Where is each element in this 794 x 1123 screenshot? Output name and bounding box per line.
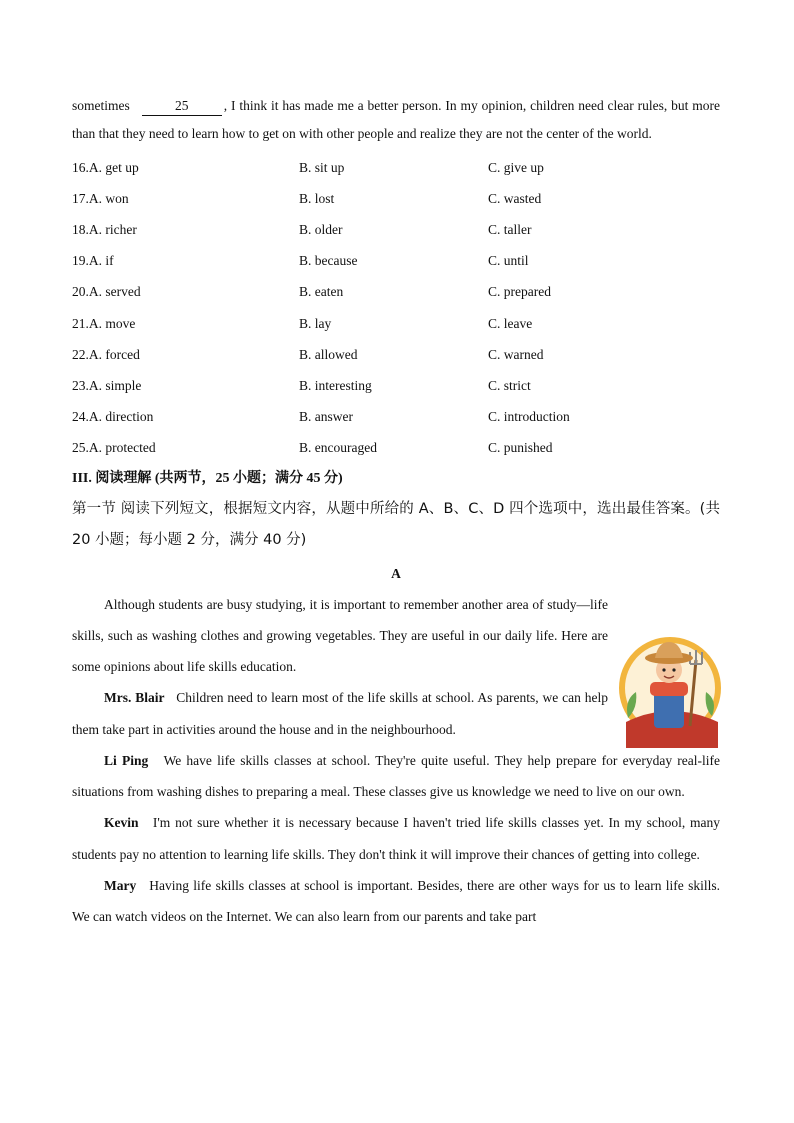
option-b: B. allowed xyxy=(299,346,358,362)
option-a: 21.A. move xyxy=(72,315,136,331)
opinion-name: Mrs. Blair xyxy=(104,690,165,706)
option-a: 19.A. if xyxy=(72,253,114,269)
opinion-name: Li Ping xyxy=(104,752,149,768)
option-a: 16.A. get up xyxy=(72,159,139,175)
option-b: B. lay xyxy=(299,315,332,331)
section-instruction: 第一节 阅读下列短文，根据短文内容，从题中所给的 A、B、C、D 四个选项中，选出最佳答案。(共 20 小题；每小题 2 分，满分 40 分) xyxy=(72,500,720,548)
opinion-li-ping xyxy=(72,745,720,807)
option-a: 18.A. richer xyxy=(72,221,137,237)
option-b: B. eaten xyxy=(299,284,344,300)
option-row xyxy=(72,152,720,183)
options-list xyxy=(72,152,720,464)
blank-25: 25 xyxy=(142,97,222,116)
opinion-name: Kevin xyxy=(104,815,139,831)
shirt xyxy=(650,682,688,696)
option-row xyxy=(72,214,720,245)
option-b: B. interesting xyxy=(299,377,372,393)
opinion-text: Children need to learn most of the life skills at school. As parents, we can help them take part in activities around the house and in the neighbourhood. xyxy=(72,690,608,737)
option-c: C. until xyxy=(488,253,529,269)
option-c: C. leave xyxy=(488,315,533,331)
passage-label: A xyxy=(391,565,401,581)
option-a: 20.A. served xyxy=(72,284,141,300)
option-c: C. taller xyxy=(488,221,532,237)
option-row xyxy=(72,277,720,308)
option-row xyxy=(72,308,720,339)
option-c: C. strict xyxy=(488,377,531,393)
opinion-mary xyxy=(72,870,720,932)
opinion-text: I'm not sure whether it is necessary because I haven't tried life skills classes yet. In my school, many students pay no attention to learning life skills. They don't think it will improve their chances of getting into college. xyxy=(72,815,720,862)
option-c: C. introduction xyxy=(488,409,570,425)
option-a: 17.A. won xyxy=(72,190,129,206)
section-title: III. 阅读理解 (共两节，25 小题；满分 45 分) xyxy=(72,470,343,486)
option-b: B. older xyxy=(299,221,343,237)
option-row xyxy=(72,433,720,464)
opinion-name: Mary xyxy=(104,877,137,893)
option-b: B. because xyxy=(299,253,358,269)
option-b: B. sit up xyxy=(299,159,345,175)
option-b: B. encouraged xyxy=(299,440,377,456)
intro-paragraph xyxy=(72,92,720,147)
eye-right xyxy=(672,668,675,671)
option-c: C. warned xyxy=(488,346,544,362)
opinion-text: Having life skills classes at school is important. Besides, there are other ways for us to learn life skills. We can watch videos on the Internet. We can also learn from our parents and take part xyxy=(72,877,720,924)
option-row xyxy=(72,402,720,433)
option-c: C. prepared xyxy=(488,284,551,300)
option-c: C. wasted xyxy=(488,190,542,206)
intro-part2: , I think it has made me a better person. In my opinion, children need clear rules, but more than that they need to learn how to get on with other people and realize they are not the center of the world. xyxy=(72,98,720,141)
option-a: 24.A. direction xyxy=(72,409,154,425)
opinion-kevin xyxy=(72,807,720,869)
option-row xyxy=(72,370,720,401)
eye-left xyxy=(662,668,665,671)
option-b: B. lost xyxy=(299,190,335,206)
option-row xyxy=(72,339,720,370)
opinion-mrs-blair xyxy=(72,682,608,744)
passage-intro: Although students are busy studying, it is important to remember another area of study—life skills, such as washing clothes and growing vegetables. They are useful in our daily life. Here are some opinions about life skills education. xyxy=(72,596,608,675)
option-a: 23.A. simple xyxy=(72,377,142,393)
option-row xyxy=(72,183,720,214)
option-a: 25.A. protected xyxy=(72,440,156,456)
option-c: C. give up xyxy=(488,159,544,175)
option-row xyxy=(72,246,720,277)
page-content xyxy=(72,92,720,932)
option-a: 22.A. forced xyxy=(72,346,140,362)
opinion-text: We have life skills classes at school. They're quite useful. They help prepare for everyday real-life situations from washing dishes to preparing a meal. These classes give us knowledge we need to live on our own. xyxy=(72,752,720,800)
farmer-boy-illustration xyxy=(618,630,722,748)
option-c: C. punished xyxy=(488,440,553,456)
intro-part1: sometimes xyxy=(72,98,130,113)
option-b: B. answer xyxy=(299,409,353,425)
